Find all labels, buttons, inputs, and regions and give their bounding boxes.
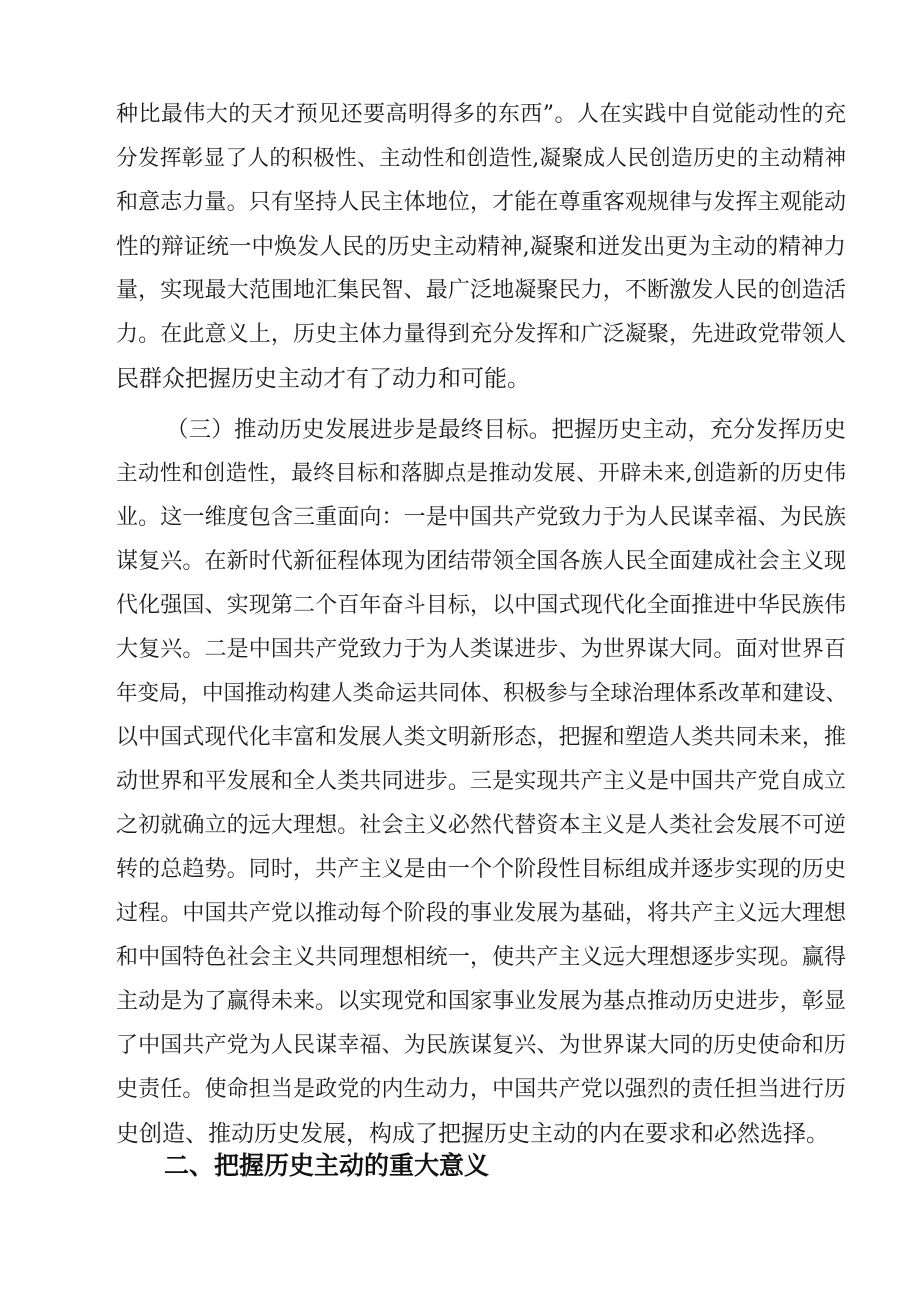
text-line: 主动性和创造性，最终目标和落脚点是推动发展、开辟未来,创造新的历史伟 <box>116 461 846 486</box>
text-line: 代化强国、实现第二个百年奋斗目标，以中国式现代化全面推进中华民族伟 <box>116 593 846 618</box>
section-heading: 二、把握历史主动的重大意义 <box>164 1151 490 1180</box>
text-line: 性的辩证统一中焕发人民的历史主动精神,凝聚和迸发出更为主动的精神力 <box>116 234 846 260</box>
text-line: 转的总趋势。同时，共产主义是由一个个阶段性目标组成并逐步实现的历史 <box>116 857 846 882</box>
text-line: 动世界和平发展和全人类共同进步。三是实现共产主义是中国共产党自成立 <box>116 769 846 794</box>
text-line: 史责任。使命担当是政党的内生动力，中国共产党以强烈的责任担当进行历 <box>116 1077 846 1102</box>
text-line: 民群众把握历史主动才有了动力和可能。 <box>116 366 530 392</box>
text-line: 量，实现最大范围地汇集民智、最广泛地凝聚民力，不断激发人民的创造活 <box>116 278 846 303</box>
text-line: 力。在此意义上，历史主体力量得到充分发挥和广泛凝聚，先进政党带领人 <box>116 322 846 347</box>
text-line: 以中国式现代化丰富和发展人类文明新形态，把握和塑造人类共同未来，推 <box>116 725 846 750</box>
text-line: 大复兴。二是中国共产党致力于为人类谋进步、为世界谋大同。面对世界百 <box>116 637 846 662</box>
text-line: 主动是为了赢得未来。以实现党和国家事业发展为基点推动历史进步，彰显 <box>116 989 846 1014</box>
text-line: 谋复兴。在新时代新征程体现为团结带领全国各族人民全面建成社会主义现 <box>116 549 846 574</box>
text-line: 过程。中国共产党以推动每个阶段的事业发展为基础，将共产主义远大理想 <box>116 901 846 926</box>
text-line: 年变局，中国推动构建人类命运共同体、积极参与全球治理体系改革和建设、 <box>116 681 848 706</box>
text-line: 和意志力量。只有坚持人民主体地位，才能在尊重客观规律与发挥主观能动 <box>116 190 846 215</box>
text-line: 种比最伟大的天才预见还要高明得多的东西”。人在实践中自觉能动性的充 <box>116 102 846 127</box>
text-line: 分发挥彰显了人的积极性、主动性和创造性,凝聚成人民创造历史的主动精神 <box>116 146 846 171</box>
text-line: 业。这一维度包含三重面向：一是中国共产党致力于为人民谋幸福、为民族 <box>116 505 846 530</box>
text-line: 史创造、推动历史发展，构成了把握历史主动的内在要求和必然选择。 <box>116 1121 829 1147</box>
text-line: 和中国特色社会主义共同理想相统一，使共产主义远大理想逐步实现。赢得 <box>116 945 846 970</box>
text-line: （三）推动历史发展进步是最终目标。把握历史主动，充分发挥历史 <box>166 417 846 443</box>
text-line: 之初就确立的远大理想。社会主义必然代替资本主义是人类社会发展不可逆 <box>116 813 846 838</box>
text-line: 了中国共产党为人民谋幸福、为民族谋复兴、为世界谋大同的历史使命和历 <box>116 1033 846 1058</box>
